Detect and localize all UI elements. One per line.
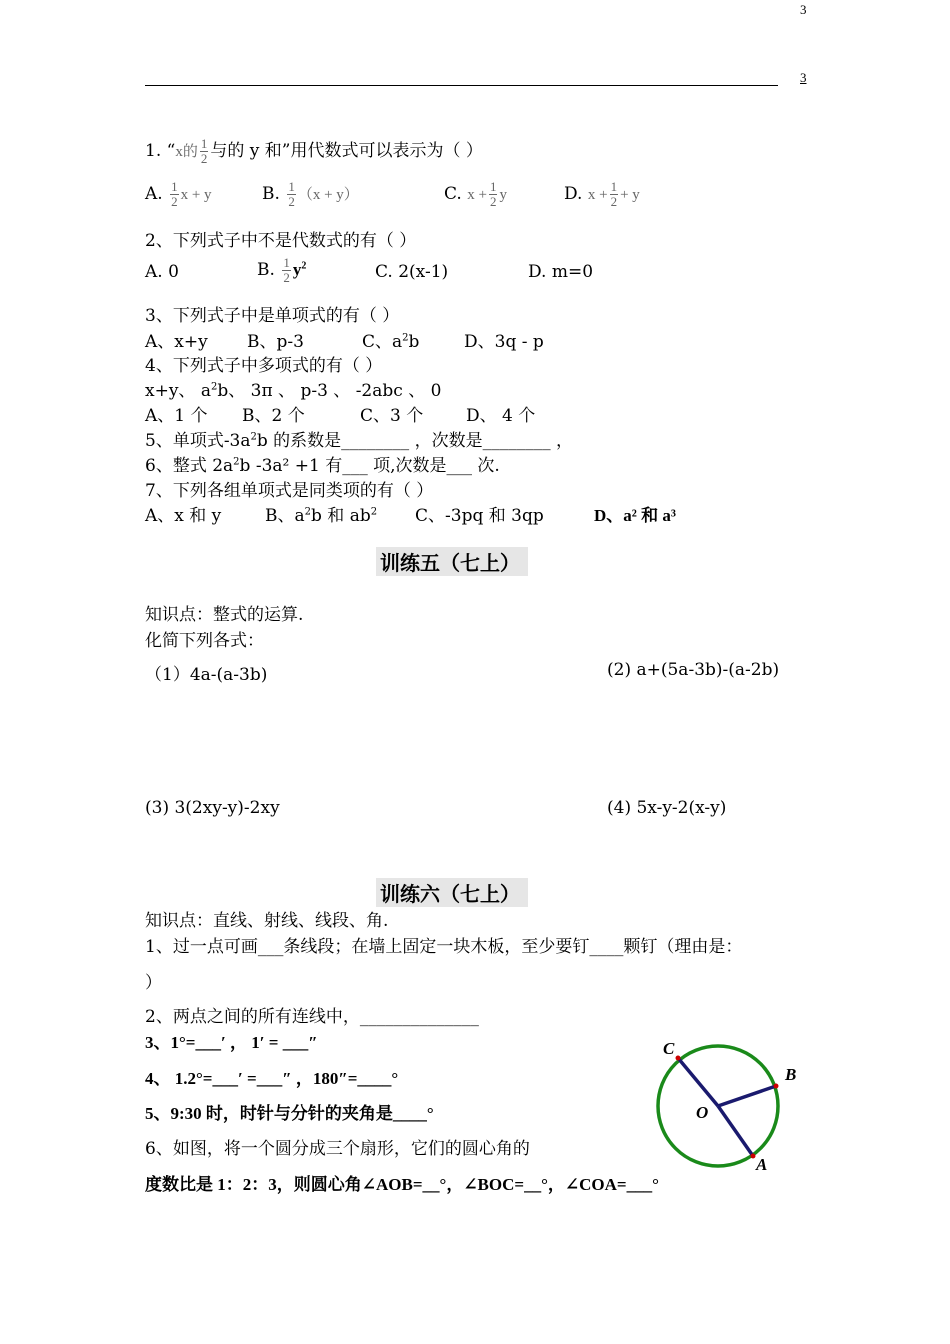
q3-option-b: B、p-3 [247,332,304,352]
q3-option-a: A、x+y [145,332,208,352]
q1-prefix: 1. “ [145,141,176,161]
q7-option-c: C、-3pq 和 3qp [415,506,544,526]
label-c: C [663,1039,675,1058]
section-6-question-1: 1、过一点可画___条线段；在墙上固定一块木板，至少要钉____颗钉（理由是： [145,937,743,957]
section-6-question-1-end: ） [145,973,162,993]
q4-items: x+y、 $a^2b$、 3π 、 p-3 、 -2abc 、 0 [145,381,442,401]
question-7: 7、下列各组单项式是同类项的有（ ） [145,481,434,501]
page-number-header: 3 [800,70,807,85]
question-4: 4、下列式子中多项式的有（ ） [145,356,383,376]
question-3: 3、下列式子中是单项式的有（ ） [145,306,400,326]
label-o: O [696,1103,709,1122]
header-rule [145,85,778,86]
section-5-problem-3: (3) 3(2xy-y)-2xy [145,798,280,818]
q3-option-c: C、$a^2b$ [362,332,420,352]
section-6-question-4: 4、 1.2°=___′ =___″ ，180″=____° [145,1069,399,1088]
section-5-problem-4: (4) 5x-y-2(x-y) [607,798,727,818]
section-5-knowledge: 知识点：整式的运算. [145,605,304,625]
section-6-question-2: 2、两点之间的所有连线中，______________ [145,1007,479,1027]
question-6: 6、整式 $2a^2b$ -3a² +1 有___ 项,次数是___ 次. [145,456,500,476]
q2-option-c: C. 2(x-1) [375,262,449,282]
q4-option-b: B、2 个 [242,406,305,426]
section-5-problem-1: （1）4a-(a-3b) [145,665,268,685]
question-1 [145,136,483,166]
section-6-knowledge: 知识点：直线、射线、线段、角. [145,911,389,931]
radius-oa [718,1106,753,1156]
q4-option-a: A、1 个 [145,406,208,426]
q2-option-d: D. m=0 [528,262,594,282]
q1-fraction: $\frac{1}{2}$ [200,136,208,166]
question-2: 2、下列式子中不是代数式的有（ ） [145,231,417,251]
section-6-question-3: 3、1°=___′ ， 1′ = ___″ [145,1033,318,1052]
section-5-title: 训练五（七上） [376,547,528,576]
question-5: 5、单项式$-3a^2b$ 的系数是________ ，次数是________ ， [145,431,573,451]
q1-option-a: A. $\frac{1}{2}$ x + y [145,179,212,209]
section-5-problem-2: (2) a+(5a-3b)-(a-2b) [607,660,780,680]
q1-x-de: x的 [175,144,198,160]
circle-sector-figure [640,1030,810,1180]
q1-option-b: B. $\frac{1}{2}$ （x + y） [262,179,359,209]
section-6-question-5: 5、9:30 时，时针与分针的夹角是____° [145,1104,434,1123]
q7-option-d: D、a² 和 a³ [594,506,676,525]
q7-option-a: A、x 和 y [145,506,222,526]
q2-option-a: A. 0 [145,262,179,282]
section-5-instruction: 化简下列各式： [145,631,264,651]
page-number-top: 3 [800,2,807,17]
label-a: A [756,1155,768,1174]
q7-option-b: B、$a^2b$ 和 $ab^2$ [265,506,378,526]
radius-ob [718,1086,776,1106]
point-c [676,1056,681,1061]
point-a [751,1154,756,1159]
q2-option-b: B. $\frac{1}{2}$ $y^2$ [257,255,307,285]
q1-option-d: D. x + $\frac{1}{2}$ + y [564,179,640,209]
label-b: B [785,1065,797,1084]
q4-option-d: D、 4 个 [466,406,536,426]
section-6-title: 训练六（七上） [376,878,528,907]
section-6-question-6b: 度数比是 1：2：3，则圆心角∠AOB=__°，∠BOC=__°，∠COA=___° [145,1175,659,1194]
section-6-question-6a: 6、如图，将一个圆分成三个扇形，它们的圆心角的 [145,1139,530,1159]
point-b [774,1084,779,1089]
q4-option-c: C、3 个 [360,406,424,426]
q1-suffix: 与的 y 和”用代数式可以表示为（ ） [210,141,483,161]
radius-oc [678,1058,718,1106]
q3-option-d: D、3q - p [464,332,544,352]
q1-option-c: C. x + $\frac{1}{2}$ y [444,179,507,209]
